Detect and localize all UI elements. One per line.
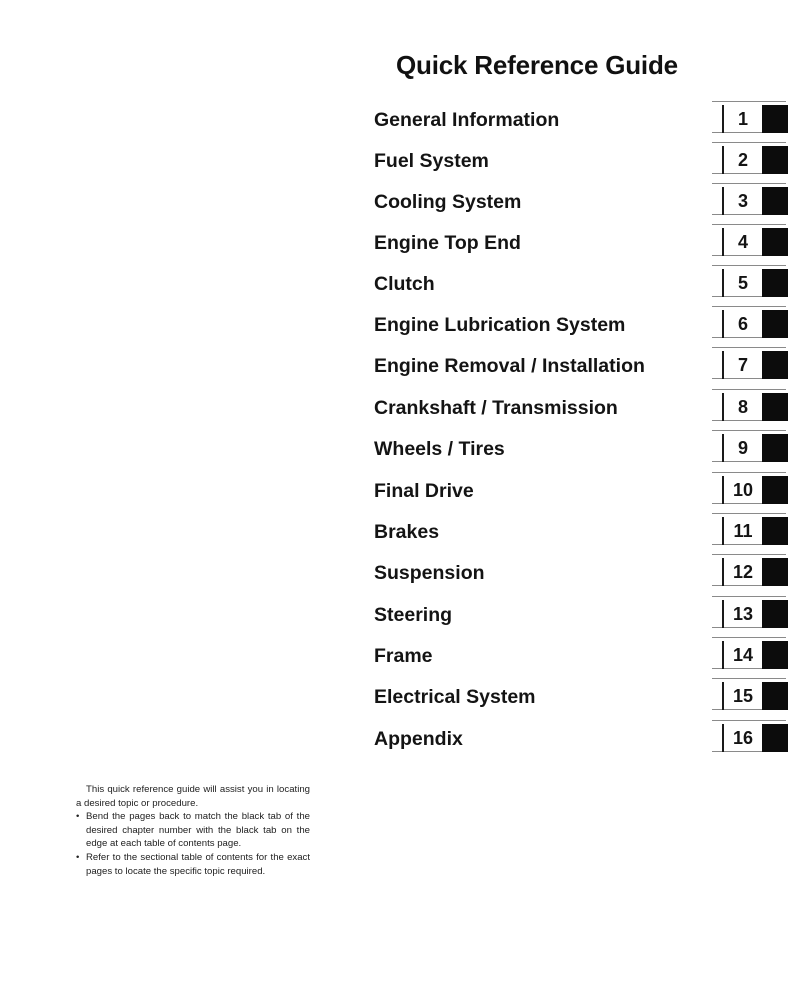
chapter-title[interactable]: Crankshaft / Transmission	[374, 397, 618, 419]
divider	[712, 430, 786, 431]
chapter-tab[interactable]	[712, 596, 790, 628]
chapter-row-13[interactable]	[374, 600, 794, 634]
chapter-number: 10	[732, 480, 754, 500]
black-tab-marker	[762, 434, 788, 462]
instruction-text: Bend the pages back to match the black tab of the desired chapter number with the black tab on the edge at each table of contents page.	[86, 811, 310, 850]
chapter-tab[interactable]	[712, 678, 790, 710]
chapter-title[interactable]: Fuel System	[374, 150, 489, 172]
divider	[712, 472, 786, 473]
black-tab-marker	[762, 682, 788, 710]
chapter-number: 11	[733, 521, 753, 541]
chapter-tab[interactable]	[712, 430, 790, 462]
chapter-row-3[interactable]	[374, 187, 794, 221]
chapter-row-1[interactable]	[374, 105, 794, 139]
divider	[712, 265, 786, 266]
chapter-row-8[interactable]	[374, 393, 794, 427]
divider	[712, 347, 786, 348]
black-tab-marker	[762, 476, 788, 504]
divider	[712, 183, 786, 184]
chapter-tab[interactable]	[712, 720, 790, 752]
chapter-title[interactable]: Frame	[374, 645, 433, 667]
chapter-number: 4	[737, 232, 748, 252]
black-tab-marker	[762, 393, 788, 421]
divider	[712, 101, 786, 102]
chapter-title[interactable]: Steering	[374, 604, 453, 626]
chapter-number: 14	[732, 645, 754, 665]
chapter-tab[interactable]	[712, 637, 790, 669]
chapter-title[interactable]: Engine Top End	[374, 232, 521, 254]
divider	[712, 720, 786, 721]
instruction-item	[76, 810, 310, 851]
chapter-title[interactable]: Brakes	[374, 521, 440, 543]
chapter-number: 13	[732, 604, 754, 624]
chapter-title[interactable]: Clutch	[374, 273, 435, 295]
black-tab-marker	[762, 146, 788, 174]
chapter-tab[interactable]	[712, 513, 790, 545]
page-title: Quick Reference Guide	[396, 50, 678, 80]
chapter-title[interactable]: General Information	[374, 109, 560, 131]
bullet-icon: •	[76, 851, 80, 863]
chapter-title[interactable]: Electrical System	[374, 686, 536, 708]
black-tab-marker	[762, 187, 788, 215]
chapter-title[interactable]: Cooling System	[374, 191, 522, 213]
chapter-title[interactable]: Appendix	[374, 728, 463, 750]
divider	[712, 389, 786, 390]
chapter-row-6[interactable]	[374, 310, 794, 344]
chapter-title[interactable]: Wheels / Tires	[374, 438, 505, 460]
chapter-number: 7	[737, 355, 748, 375]
divider	[712, 224, 786, 225]
divider	[712, 306, 786, 307]
chapter-title[interactable]: Final Drive	[374, 480, 474, 502]
chapter-row-15[interactable]	[374, 682, 794, 716]
divider	[712, 637, 786, 638]
black-tab-marker	[762, 228, 788, 256]
black-tab-marker	[762, 351, 788, 379]
chapter-row-7[interactable]	[374, 351, 794, 385]
chapter-tab[interactable]	[712, 347, 790, 379]
chapter-number: 9	[737, 438, 748, 458]
black-tab-marker	[762, 641, 788, 669]
chapter-row-11[interactable]	[374, 517, 794, 551]
bullet-icon: •	[76, 811, 80, 823]
chapter-number: 15	[732, 686, 754, 706]
chapter-number: 1	[737, 109, 748, 129]
chapter-row-2[interactable]	[374, 146, 794, 180]
divider	[712, 678, 786, 679]
instruction-item	[76, 851, 310, 878]
chapter-title[interactable]: Engine Removal / Installation	[374, 355, 645, 377]
divider	[712, 596, 786, 597]
black-tab-marker	[762, 600, 788, 628]
chapter-row-5[interactable]	[374, 269, 794, 303]
black-tab-marker	[762, 310, 788, 338]
chapter-number: 12	[732, 562, 754, 582]
chapter-tab[interactable]	[712, 224, 790, 256]
divider	[712, 513, 786, 514]
black-tab-marker	[762, 105, 788, 133]
chapter-tab[interactable]	[712, 265, 790, 297]
chapter-number: 3	[737, 191, 748, 211]
chapter-tab[interactable]	[712, 306, 790, 338]
chapter-number: 16	[732, 728, 754, 748]
chapter-number: 6	[737, 314, 748, 334]
chapter-number: 8	[737, 397, 748, 417]
instructions-intro: This quick reference guide will assist you in locating a desired topic or procedure.	[76, 784, 310, 809]
black-tab-marker	[762, 558, 788, 586]
black-tab-marker	[762, 517, 788, 545]
chapter-tab[interactable]	[712, 472, 790, 504]
chapter-row-12[interactable]	[374, 558, 794, 592]
instruction-text: Refer to the sectional table of contents for the exact pages to locate the specific topic required.	[86, 851, 310, 877]
chapter-number: 5	[737, 273, 748, 293]
guide-instructions	[76, 783, 310, 878]
chapter-row-14[interactable]	[374, 641, 794, 675]
chapter-row-9[interactable]	[374, 434, 794, 468]
black-tab-marker	[762, 724, 788, 752]
chapter-tab[interactable]	[712, 101, 790, 133]
chapter-title[interactable]: Suspension	[374, 562, 485, 584]
chapter-tab[interactable]	[712, 389, 790, 421]
chapter-row-10[interactable]	[374, 476, 794, 510]
chapter-tab[interactable]	[712, 554, 790, 586]
chapter-title[interactable]: Engine Lubrication System	[374, 314, 626, 336]
chapter-tab[interactable]	[712, 142, 790, 174]
chapter-number: 2	[737, 150, 748, 170]
instructions-list	[76, 810, 310, 878]
chapter-row-16[interactable]	[374, 724, 794, 758]
divider	[712, 142, 786, 143]
black-tab-marker	[762, 269, 788, 297]
chapter-tab[interactable]	[712, 183, 790, 215]
divider	[712, 554, 786, 555]
chapter-row-4[interactable]	[374, 228, 794, 262]
